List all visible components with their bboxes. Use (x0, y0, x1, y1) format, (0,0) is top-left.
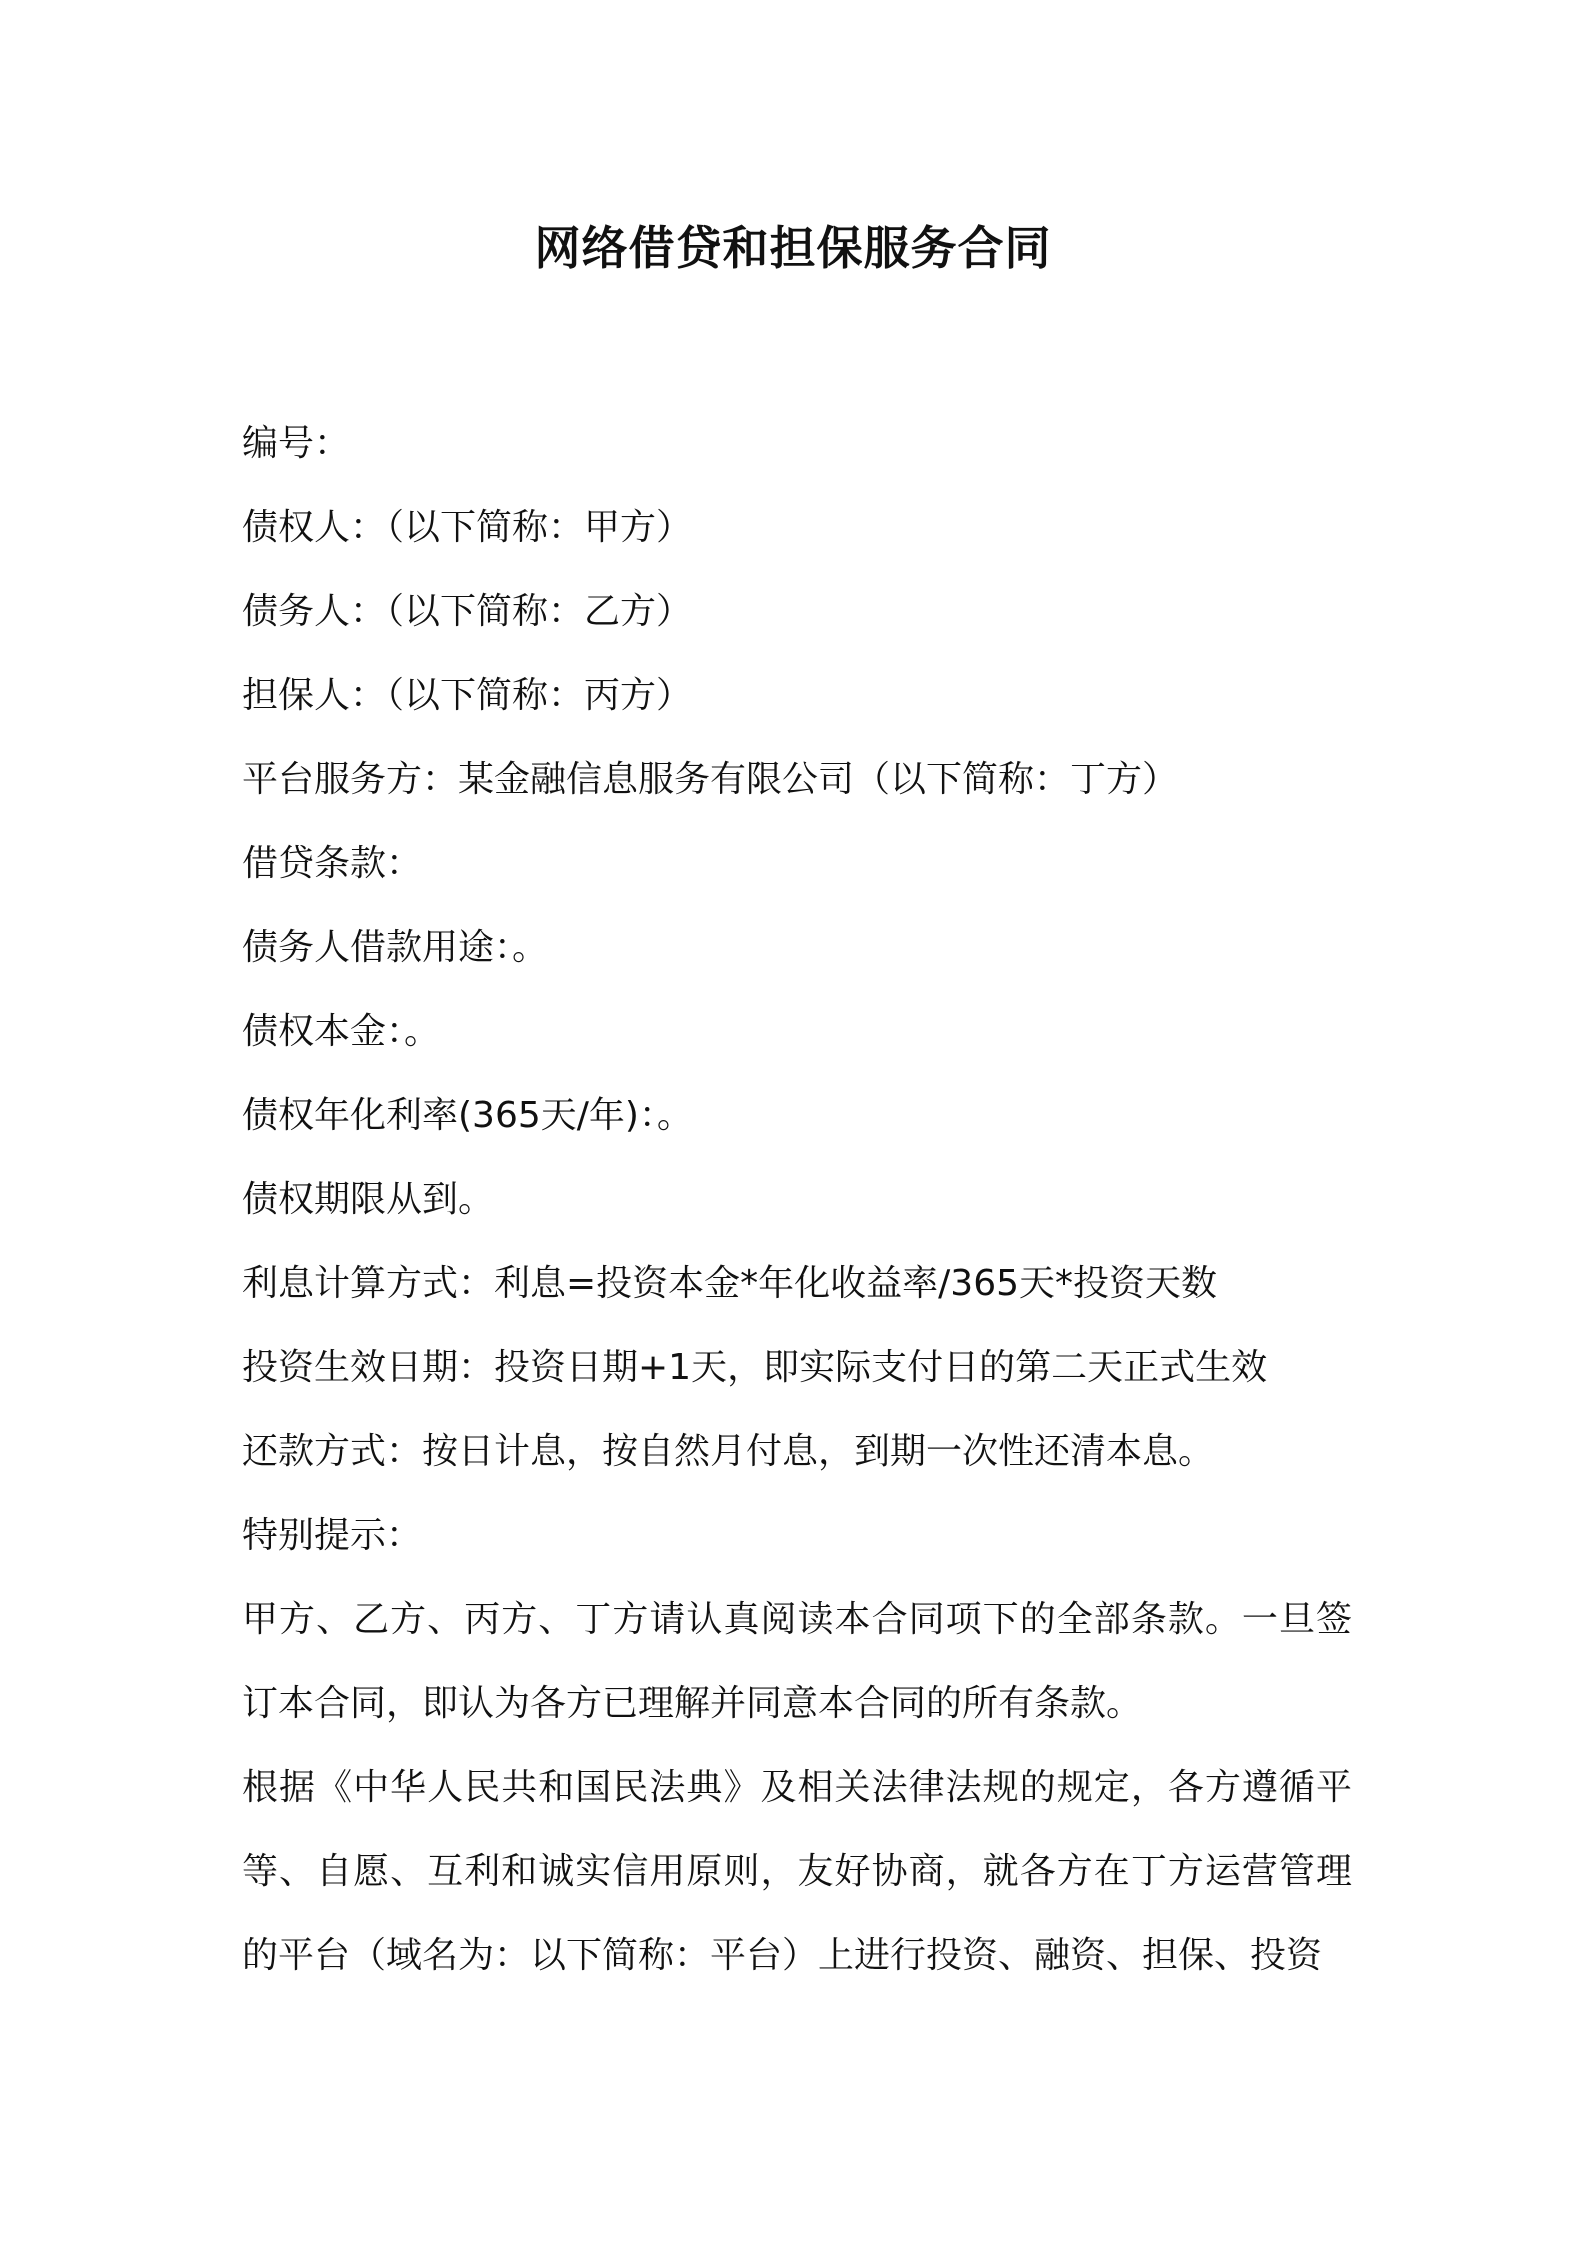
special-notice-paragraph-2: 根据《中华人民共和国民法典》及相关法律法规的规定，各方遵循平等、自愿、互利和诚实信用原则，友好协商，就各方在丁方运营管理的平台（域名为：以下简称：平台）上进行投资、融资、担保、投资 (242, 1767, 1352, 1976)
effective-date-field: 投资生效日期：投资日期+1天，即实际支付日的第二天正式生效 (242, 1347, 1268, 1388)
annual-rate-field: 债权年化利率(365天/年)：。 (242, 1095, 693, 1136)
contract-number-field: 编号： (242, 423, 351, 464)
principal-field: 债权本金：。 (242, 1011, 441, 1052)
debtor-field: 债务人：（以下简称：乙方） (242, 591, 693, 632)
platform-service-field: 平台服务方：某金融信息服务有限公司（以下简称：丁方） (242, 759, 1179, 800)
loan-term-field: 债权期限从到。 (242, 1179, 495, 1220)
loan-purpose-field: 债务人借款用途：。 (242, 927, 549, 968)
document-title: 网络借贷和担保服务合同 (534, 221, 1052, 275)
special-notice-paragraph-1: 甲方、乙方、丙方、丁方请认真阅读本合同项下的全部条款。一旦签订本合同，即认为各方已理解并同意本合同的所有条款。 (242, 1599, 1352, 1724)
creditor-field: 债权人：（以下简称：甲方） (242, 507, 693, 548)
loan-terms-heading: 借贷条款： (242, 843, 423, 884)
document-body (242, 402, 1352, 1998)
repayment-method-field: 还款方式：按日计息，按自然月付息，到期一次性还清本息。 (242, 1431, 1215, 1472)
interest-method-field: 利息计算方式：利息=投资本金*年化收益率/365天*投资天数 (242, 1263, 1218, 1304)
special-notice-heading: 特别提示： (242, 1515, 423, 1556)
guarantor-field: 担保人：（以下简称：丙方） (242, 675, 693, 716)
